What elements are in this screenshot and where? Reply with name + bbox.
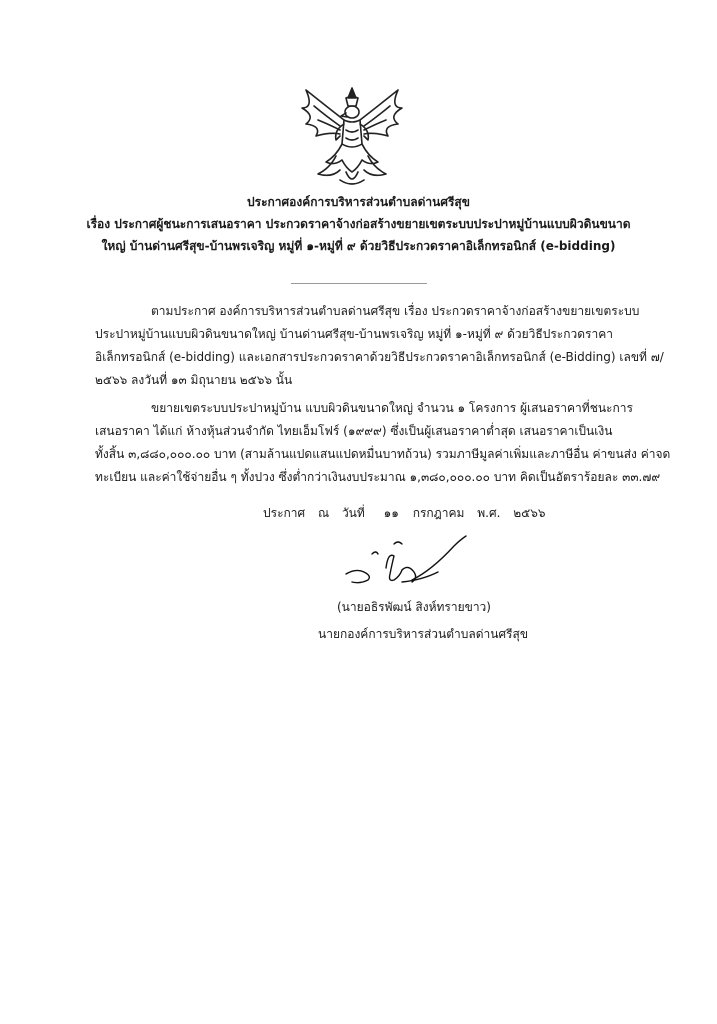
paragraph-2-line: ทะเบียน และค่าใช้จ่ายอื่น ๆ ทั้งปวง ซึ่งต่ำกว่าเงินงบประมาณ ๑,๓๘๐,๐๐๐.๐๐ บาท คิดเป็นอัตราร้อยละ ๓๓.๗๙	[95, 470, 661, 484]
divider-line	[291, 283, 427, 284]
signatory-position: นายกองค์การบริหารส่วนตำบลด่านศรีสุข	[318, 627, 529, 641]
paragraph-1-line: ๒๕๖๖ ลงวันที่ ๑๓ มิถุนายน ๒๕๖๖ นั้น	[95, 373, 293, 387]
paragraph-1-line: ประปาหมู่บ้านแบบผิวดินขนาดใหญ่ บ้านด่านศรีสุข-บ้านพรเจริญ หมู่ที่ ๑-หมู่ที่ ๙ ด้วยวิธีประกวดราคา	[95, 327, 613, 341]
announcement-date	[263, 503, 554, 523]
date-year: ๒๕๖๖	[513, 506, 546, 520]
announcement-title: ประกาศองค์การบริหารส่วนตำบลด่านศรีสุข	[247, 195, 470, 209]
paragraph-2-line: ขยายเขตระบบประปาหมู่บ้าน แบบผิวดินขนาดใหญ่ จำนวน ๑ โครงการ ผู้เสนอราคาที่ชนะการ	[151, 401, 633, 415]
paragraph-2-line: ทั้งสิ้น ๓,๘๘๐,๐๐๐.๐๐ บาท (สามล้านแปดแสนแปดหมื่นบาทถ้วน) รวมภาษีมูลค่าเพิ่มและภาษีอื่น ค่าขนส่ง ค่าจด	[95, 447, 671, 461]
announcement-subject-line-2: ใหญ่ บ้านด่านศรีสุข-บ้านพรเจริญ หมู่ที่ ๑-หมู่ที่ ๙ ด้วยวิธีประกวดราคาอิเล็กทรอนิกส์ (e-bidding)	[101, 239, 616, 253]
paragraph-1-line: ตามประกาศ องค์การบริหารส่วนตำบลด่านศรีสุข เรื่อง ประกวดราคาจ้างก่อสร้างขยายเขตระบบ	[151, 304, 640, 318]
paragraph-1-line: อิเล็กทรอนิกส์ (e-bidding) และเอกสารประกวดราคาด้วยวิธีประกวดราคาอิเล็กทรอนิกส์ (e-Bidding) เลขที่ ๗/	[95, 350, 664, 364]
announcement-subject-line-1: เรื่อง ประกาศผู้ชนะการเสนอราคา ประกวดราคาจ้างก่อสร้างขยายเขตระบบประปาหมู่บ้านแบบผิวดินขนาด	[86, 217, 631, 231]
garuda-emblem-icon	[296, 86, 408, 188]
date-era: พ.ศ.	[477, 506, 501, 520]
date-month: กรกฎาคม	[412, 506, 465, 520]
signatory-name: (นายอธิรพัฒน์ สิงห์ทรายขาว)	[337, 600, 491, 614]
date-day-label: วันที่	[341, 506, 365, 520]
date-day: ๑๑	[383, 506, 399, 520]
date-at: ณ	[317, 506, 330, 520]
handwritten-signature-icon	[342, 530, 472, 590]
paragraph-2-line: เสนอราคา ได้แก่ ห้างหุ้นส่วนจำกัด ไทยเอ็มโฟร์ (๑๙๙๙) ซึ่งเป็นผู้เสนอราคาต่ำสุด เสนอราคาเป็นเงิน	[95, 424, 613, 438]
date-label: ประกาศ	[263, 506, 306, 520]
